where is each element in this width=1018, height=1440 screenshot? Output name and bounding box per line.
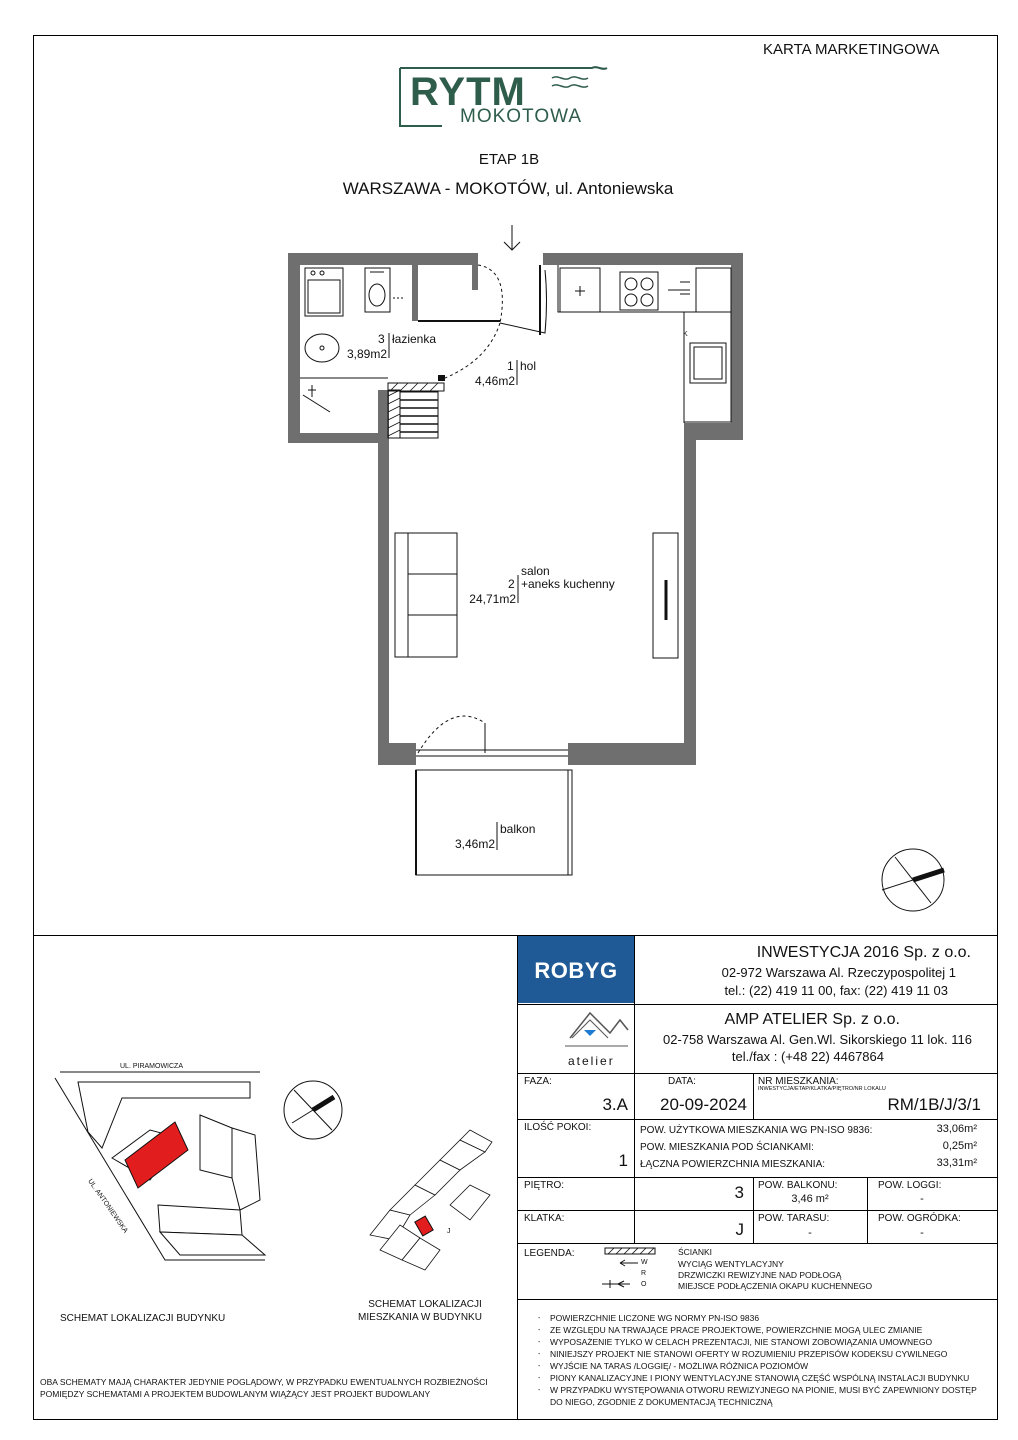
note-dash: - (538, 1315, 541, 1322)
site-plan (40, 1060, 510, 1310)
logo-sub: MOKOTOWA (460, 106, 582, 127)
note-item: ZE WZGLĘDU NA TRWAJĄCE PRACE PROJEKTOWE, POWIERZCHNIE MOGĄ ULEC ZMIANIE (550, 1325, 923, 1335)
ventilation-shaft (388, 383, 444, 438)
compass-small-icon (284, 1081, 342, 1139)
loggia-label: POW. LOGGI: (878, 1180, 942, 1191)
note-item: W PRZYPADKU WYSTĘPOWANIA OTWORU REWIZYJNEGO NA PIONIE, MUSI BYĆ ZAPEWNIONY DOSTĘP (550, 1385, 977, 1395)
room-balcony-name: balkon (500, 822, 536, 836)
robyg-logo (518, 936, 634, 1003)
logo-word: RYTM (410, 70, 526, 114)
walls (288, 253, 743, 765)
apartment-no-sub: INWESTYCJA/ETAP/KLATKA/PIĘTRO/NR LOKALU (758, 1086, 886, 1092)
disclaimer-line-1: OBA SCHEMATY MAJĄ CHARAKTER JEDYNIE POGLĄDOWY, W PRZYPADKU EWENTUALNYCH ROZBIEŻNOŚCI (40, 1377, 488, 1387)
site-caption: SCHEMAT LOKALIZACJI BUDYNKU (60, 1313, 226, 1324)
usable-area-value: 33,06m² (936, 1123, 977, 1135)
loggia-value: - (920, 1193, 924, 1205)
legend-label: LEGENDA: (524, 1248, 575, 1259)
room-living-num: 2 (508, 577, 515, 591)
note-item: WYPOSAŻENIE TYLKO W CELACH PREZENTACJI, NIE STANOWI ZOBOWIĄZANIA UMOWNEGO (550, 1337, 933, 1347)
floor-label: PIĘTRO: (524, 1180, 565, 1191)
apartment-caption-1: SCHEMAT LOKALIZACJI (368, 1299, 482, 1310)
stage-label: ETAP 1B (478, 151, 540, 168)
building-schematic (370, 1130, 492, 1270)
fixture-mark-k: K (683, 331, 688, 338)
under-walls-label: POW. MIESZKANIA POD ŚCIANKAMI: (640, 1142, 814, 1153)
legend-mark-w: W (641, 1259, 648, 1266)
note-item: DO NIEGO, ZGODNIE Z DOKUMENTACJĄ TECHNICZNĄ (550, 1397, 773, 1407)
kitchen-units (558, 265, 731, 658)
note-item: WYJŚCIE NA TARAS /LOGGIĘ/ - MOŻLIWA RÓŻNICA POZIOMÓW (550, 1361, 809, 1371)
legend-mark-r: R (641, 1270, 647, 1277)
atelier-text: atelier (568, 1054, 615, 1068)
robyg-text: ROBYG (534, 958, 618, 983)
faza-value: 3.A (602, 1095, 628, 1114)
address-label: WARSZAWA - MOKOTÓW, ul. Antoniewska (342, 179, 674, 198)
rooms-value: 1 (618, 1151, 628, 1170)
garden-label: POW. OGRÓDKA: (878, 1213, 961, 1224)
legend-item-vent: WYCIĄG WENTYLACYJNY (678, 1259, 784, 1269)
architect-name: AMP ATELIER Sp. z o.o. (724, 1011, 900, 1028)
note-item: PIONY KANALIZACYJNE I PIONY WENTYLACYJNE STANOWIĄ CZĘŚĆ WSPÓLNĄ INSTALACJI BUDYNKU (550, 1373, 970, 1383)
disclaimer-line-2: POMIĘDZY SCHEMATAMI A PROJEKTEM BUDOWLANYM WIĄŻĄCY JEST PROJEKT BUDOWLANY (40, 1389, 431, 1399)
street-antoniewska: UL. ANTONIEWSKA (86, 1178, 129, 1235)
apartment-no-value: RM/1B/J/3/1 (887, 1095, 981, 1114)
investor-name: INWESTYCJA 2016 Sp. z o.o. (756, 944, 971, 961)
room-bathroom-area: 3,89m2 (346, 347, 387, 361)
investor-address: 02-972 Warszawa Al. Rzeczypospolitej 1 (721, 965, 956, 980)
room-living-name: salon (521, 564, 550, 578)
terrace-label: POW. TARASU: (758, 1213, 830, 1224)
room-bathroom-name: łazienka (392, 332, 437, 346)
apartment-caption-2: MIESZKANIA W BUDYNKU (358, 1312, 482, 1323)
entrance-arrow (504, 225, 520, 250)
rooms-label: ILOŚĆ POKOI: (524, 1122, 592, 1133)
room-balcony-area: 3,46m2 (454, 837, 495, 851)
floor-value: 3 (734, 1183, 744, 1202)
room-hall-num: 1 (507, 359, 514, 373)
section-divider (33, 935, 998, 936)
investor-phone: tel.: (22) 419 11 00, fax: (22) 419 11 03 (724, 983, 948, 998)
street-piramowicza: UL. PIRAMOWICZA (120, 1063, 184, 1070)
legend-item-walls: ŚCIANKI (678, 1247, 713, 1257)
faza-label: FAZA: (524, 1076, 552, 1087)
room-hall-area: 4,46m2 (474, 374, 515, 388)
compass-icon (882, 849, 944, 911)
balcony-label: POW. BALKONU: (758, 1180, 838, 1191)
room-hall-name: hol (520, 359, 537, 373)
date-label: DATA: (668, 1076, 696, 1087)
legend-symbols (600, 1246, 660, 1296)
legend-item-hood: MIEJSCE PODŁĄCZENIA OKAPU KUCHENNEGO (678, 1281, 873, 1291)
legend-item-hatch: DRZWICZKI REWIZYJNE NAD PODŁOGĄ (678, 1270, 842, 1280)
date-value: 20-09-2024 (660, 1095, 747, 1114)
stair-label: KLATKA: (524, 1213, 565, 1224)
garden-value: - (920, 1227, 924, 1239)
note-item: NINIEJSZY PROJEKT NIE STANOWI OFERTY W ROZUMIENIU PRZEPISÓW KODEKSU CYWILNEGO (550, 1349, 948, 1359)
room-bathroom-num: 3 (378, 332, 385, 346)
architect-phone: tel./fax : (+48 22) 4467864 (731, 1049, 884, 1064)
usable-area-label: POW. UŻYTKOWA MIESZKANIA WG PN-ISO 9836: (640, 1125, 873, 1136)
door-swings (418, 265, 547, 753)
room-living-name2: +aneks kuchenny (521, 577, 615, 591)
total-area-label: ŁĄCZNA POWIERZCHNIA MIESZKANIA: (640, 1159, 826, 1170)
terrace-value: - (808, 1227, 812, 1239)
note-item: POWIERZCHNIE LICZONE WG NORMY PN-ISO 9836 (550, 1313, 760, 1323)
stair-marker: J (447, 1228, 451, 1235)
architect-address: 02-758 Warszawa Al. Gen.Wl. Sikorskiego 11 lok. 116 (662, 1032, 972, 1047)
atelier-logo-icon (560, 1008, 630, 1053)
stair-value: J (735, 1220, 744, 1239)
apartment-no-label: NR MIESZKANIA: (758, 1076, 839, 1087)
apartment-highlight (415, 1216, 433, 1236)
balcony-outline (416, 770, 572, 875)
room-living-area: 24,71m2 (469, 592, 516, 606)
balcony-value: 3,46 m² (791, 1193, 829, 1205)
doc-type-label: KARTA MARKETINGOWA (763, 41, 940, 58)
legend-mark-o: O (641, 1281, 647, 1288)
under-walls-value: 0,25m² (942, 1140, 977, 1152)
total-area-value: 33,31m² (936, 1157, 977, 1169)
